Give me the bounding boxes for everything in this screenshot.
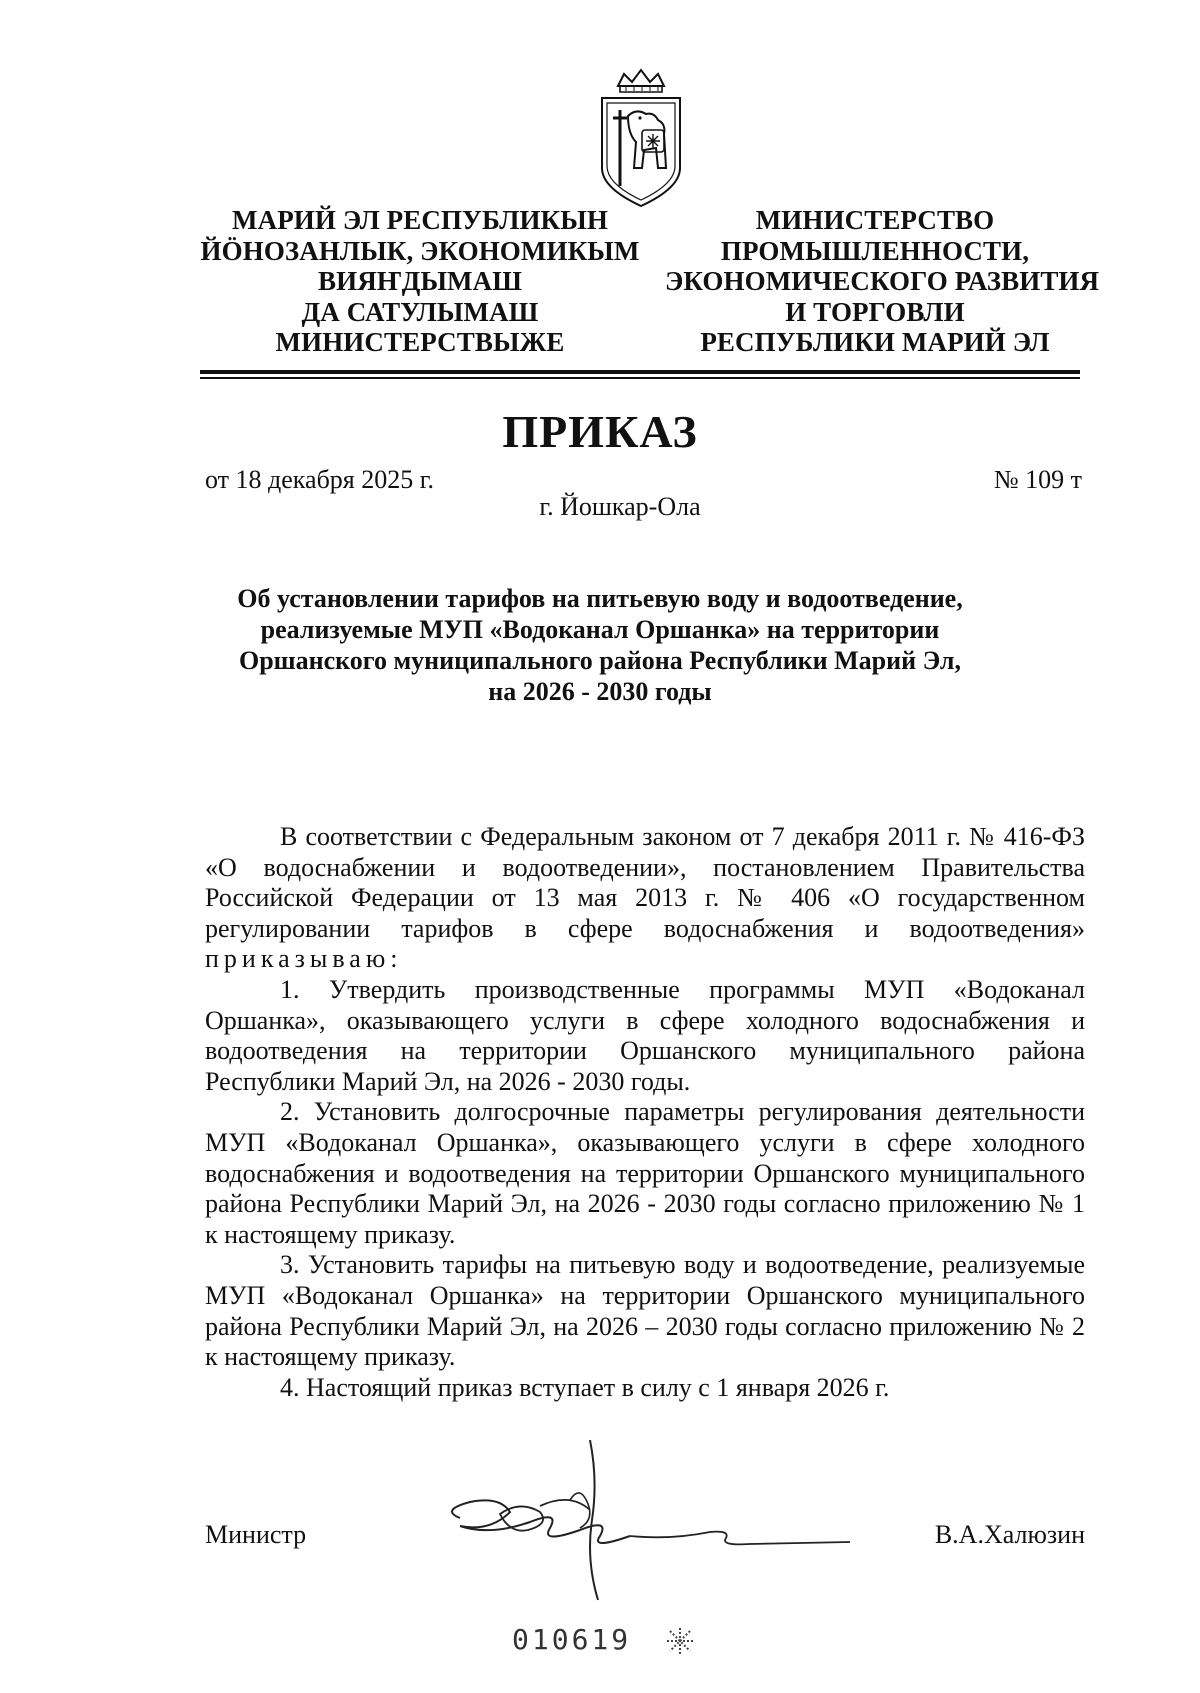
order-word: приказываю: xyxy=(205,944,403,974)
coat-of-arms-icon xyxy=(596,68,686,210)
order-date: от 18 декабря 2025 г. xyxy=(205,465,434,494)
order-item: 1. Утвердить производственные программы МУП «Водоканал Оршанка», оказывающего услуги в сфере холодного водоснабжения и водоотведения на территории Оршанского муниципального района Республики Марий Эл, на 2026 - 2030 годы. xyxy=(205,974,1085,1096)
order-item: 3. Установить тарифы на питьевую воду и водоотведение, реализуемые МУП «Водоканал Оршанка» на территории Оршанского муниципального района Республики Марий Эл, на 2026 – 2030 годы согласно приложению № 2 к настоящему приказу. xyxy=(205,1250,1085,1372)
header-left-block xyxy=(190,205,650,358)
order-city: г. Йошкар-Ола xyxy=(539,492,701,521)
order-number: № 109 т xyxy=(993,465,1082,494)
subject-line: реализуемые МУП «Водоканал Оршанка» на территории xyxy=(260,615,940,644)
order-body xyxy=(205,822,1085,1403)
header-left-line: МАРИЙ ЭЛ РЕСПУБЛИКЫН xyxy=(232,205,608,235)
order-subject xyxy=(150,583,1050,707)
handwritten-signature xyxy=(430,1440,850,1605)
registration-number: 010619 xyxy=(512,1623,632,1656)
document-title: ПРИКАЗ xyxy=(502,406,698,457)
order-item: 2. Установить долгосрочные параметры регулирования деятельности МУП «Водоканал Оршанка», оказывающего услуги в сфере холодного водоснабжения и водоотведения на территории Оршанского муниципального района Республики Марий Эл, на 2026 - 2030 годы согласно приложению № 1 к настоящему приказу. xyxy=(205,1097,1085,1249)
preamble-text: В соответствии с Федеральным законом от 7 декабря 2011 г. № 416-ФЗ «О водоснабжении и водоотведении», постановлением Правительства Российской Федерации от 13 мая 2013 г. № 406 «О государственном регулировании тарифов в сфере водоснабжения и водоотведения» xyxy=(205,822,1085,943)
header-divider-thick xyxy=(200,370,1080,374)
signatory-role: Министр xyxy=(205,1520,307,1549)
header-left-line: МИНИСТЕРСТВЫЖЕ xyxy=(275,327,565,357)
asterisk-stamp-icon xyxy=(665,1626,695,1656)
subject-line: Оршанского муниципального района Республики Марий Эл, xyxy=(239,646,961,675)
order-item: 4. Настоящий приказ вступает в силу с 1 января 2026 г. xyxy=(280,1372,890,1402)
header-left-line: ВИЯҤДЫМАШ xyxy=(317,266,522,296)
preamble-paragraph xyxy=(205,822,1085,975)
header-right-line: ПРОМЫШЛЕННОСТИ, xyxy=(720,235,1030,266)
subject-line: Об установлении тарифов на питьевую воду и водоотведение, xyxy=(237,584,963,613)
header-right-line: И ТОРГОВЛИ xyxy=(785,296,965,327)
header-right-line: МИНИСТЕРСТВО xyxy=(755,205,995,235)
header-left-line: ДА САТУЛЫМАШ xyxy=(301,296,539,327)
header-right-block xyxy=(665,205,1100,358)
header-divider-thin xyxy=(200,377,1080,379)
signatory-name: В.А.Халюзин xyxy=(934,1520,1085,1549)
header-left-line: ЙÖНОЗАНЛЫК, ЭКОНОМИКЫМ xyxy=(200,235,640,266)
header-right-line: ЭКОНОМИЧЕСКОГО РАЗВИТИЯ xyxy=(665,266,1100,296)
subject-line: на 2026 - 2030 годы xyxy=(488,677,712,706)
header-right-line: РЕСПУБЛИКИ МАРИЙ ЭЛ xyxy=(700,327,1050,357)
